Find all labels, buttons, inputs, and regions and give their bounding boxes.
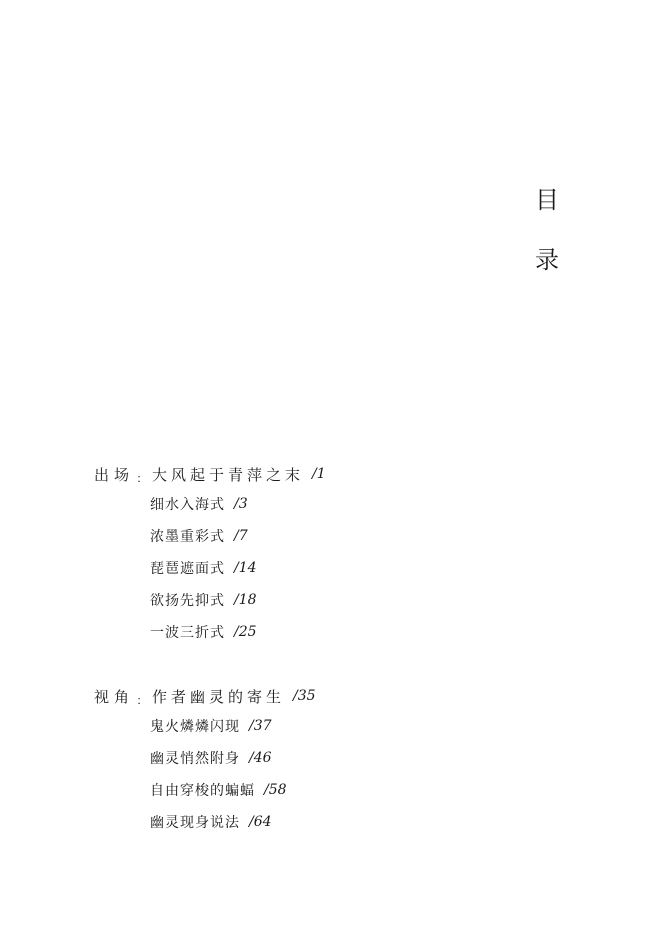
entry-title: 浓墨重彩式 — [150, 529, 225, 545]
page-number: /14 — [234, 560, 257, 576]
section-colon: ： — [136, 694, 148, 707]
toc-entry[interactable] — [150, 742, 554, 774]
entry-title: 琵琶遮面式 — [150, 561, 225, 577]
toc-entry[interactable] — [150, 806, 554, 838]
entry-title: 一波三折式 — [150, 625, 225, 641]
section-title: 大风起于青萍之末 — [152, 465, 305, 484]
page-number: /58 — [264, 782, 287, 798]
page-number: /1 — [312, 466, 326, 482]
section-colon: ： — [136, 472, 148, 485]
section-title: 作者幽灵的寄生 — [152, 687, 286, 706]
entry-title: 自由穿梭的蝙蝠 — [150, 783, 255, 799]
toc-entry[interactable] — [150, 584, 554, 616]
section-label: 出场 — [94, 465, 135, 484]
toc-entry-list — [94, 710, 554, 838]
page-title — [533, 170, 561, 290]
page-number: /37 — [249, 718, 272, 734]
toc-entry-list — [94, 488, 554, 648]
toc-entry[interactable] — [150, 488, 554, 520]
toc-section-heading[interactable] — [94, 460, 554, 488]
toc-entry[interactable] — [150, 616, 554, 648]
entry-title: 细水入海式 — [150, 497, 225, 513]
page-number: /64 — [249, 814, 272, 830]
toc-entry[interactable] — [150, 520, 554, 552]
toc-entry[interactable] — [150, 552, 554, 584]
page-number: /3 — [234, 496, 248, 512]
page-number: /25 — [234, 624, 257, 640]
toc-section-heading[interactable] — [94, 682, 554, 710]
toc-entry[interactable] — [150, 774, 554, 806]
entry-title: 幽灵现身说法 — [150, 815, 240, 831]
page-number: /18 — [234, 592, 257, 608]
page-title-char: 目 — [535, 186, 559, 214]
toc-section-chuchang — [94, 460, 554, 648]
page-number: /46 — [249, 750, 272, 766]
entry-title: 鬼火燐燐闪现 — [150, 719, 240, 735]
entry-title: 幽灵悄然附身 — [150, 751, 240, 767]
page-number: /7 — [234, 528, 248, 544]
table-of-contents — [94, 460, 554, 872]
page-title-char: 录 — [535, 246, 559, 274]
toc-section-shijiao — [94, 682, 554, 838]
toc-entry[interactable] — [150, 710, 554, 742]
section-label: 视角 — [94, 687, 135, 706]
entry-title: 欲扬先抑式 — [150, 593, 225, 609]
page-number: /35 — [293, 688, 316, 704]
